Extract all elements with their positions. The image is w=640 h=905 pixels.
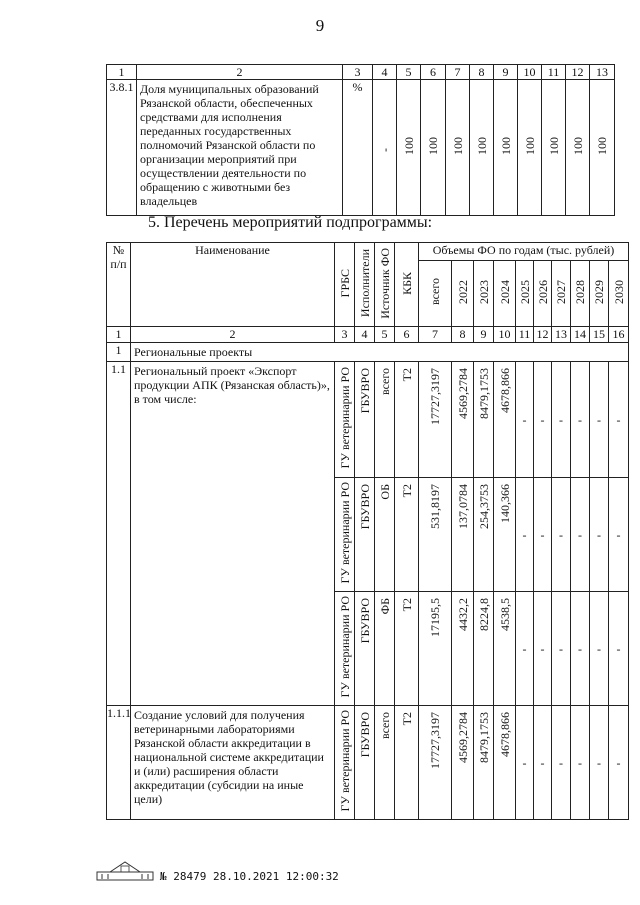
column-number: 1 — [107, 327, 131, 343]
indicator-value: 100 — [421, 80, 446, 216]
measure-name: Региональный проект «Экспорт продукции АПК (Рязанская область)», в том числе: — [131, 362, 335, 706]
measure-kbk: Т2 — [395, 592, 419, 706]
header-executors: Исполнители — [355, 243, 375, 327]
header-year: 2030 — [609, 261, 629, 327]
header-year: 2027 — [552, 261, 571, 327]
measure-2029: - — [590, 706, 609, 820]
column-number: 13 — [552, 327, 571, 343]
measure-2030: - — [609, 478, 629, 592]
measure-2028: - — [571, 592, 590, 706]
indicator-base: - — [373, 80, 397, 216]
measure-2030: - — [609, 592, 629, 706]
measure-total: 531,8197 — [419, 478, 452, 592]
measure-grbs: ГУ ветеринарии РО — [335, 592, 355, 706]
column-number: 2 — [131, 327, 335, 343]
measure-source: ФБ — [375, 592, 395, 706]
column-number: 11 — [516, 327, 534, 343]
measure-2025: - — [516, 362, 534, 478]
indicator-header-cell: 2 — [137, 65, 343, 80]
measures-table — [106, 242, 629, 820]
indicator-header-cell: 11 — [542, 65, 566, 80]
measure-2023: 254,3753 — [474, 478, 494, 592]
measure-2029: - — [590, 592, 609, 706]
measure-row — [107, 362, 629, 478]
measure-name: Создание условий для получения ветеринарными лабораториями Рязанской области аккредитации в национальной системе аккредитации и (или) расширения области аккредитации (субсидии на иные цели) — [131, 706, 335, 820]
indicator-header-cell: 8 — [470, 65, 494, 80]
measure-2028: - — [571, 362, 590, 478]
measure-grbs: ГУ ветеринарии РО — [335, 478, 355, 592]
column-number: 15 — [590, 327, 609, 343]
column-number: 6 — [395, 327, 419, 343]
column-number: 5 — [375, 327, 395, 343]
header-year: 2022 — [452, 261, 474, 327]
measure-2024: 140,366 — [494, 478, 516, 592]
measure-2026: - — [534, 592, 552, 706]
measure-total: 17727,3197 — [419, 706, 452, 820]
measure-2027: - — [552, 478, 571, 592]
measure-2022: 137,0784 — [452, 478, 474, 592]
measure-num: 1.1 — [107, 362, 131, 706]
indicator-table-header-row — [107, 65, 615, 80]
measure-2030: - — [609, 706, 629, 820]
column-number: 10 — [494, 327, 516, 343]
section-num: 1 — [107, 343, 131, 362]
header-kbk: КБК — [395, 243, 419, 327]
header-volumes: Объемы ФО по годам (тыс. рублей) — [419, 243, 629, 261]
indicator-value: 100 — [518, 80, 542, 216]
registry-seal-icon — [96, 858, 154, 882]
indicator-value: 100 — [470, 80, 494, 216]
column-number: 3 — [335, 327, 355, 343]
indicator-header-cell: 9 — [494, 65, 518, 80]
measure-kbk: Т2 — [395, 362, 419, 478]
header-num: № п/п — [107, 243, 131, 327]
indicator-name: Доля муниципальных образований Рязанской области, обеспеченных средствами для исполнения переданных государственных полномочий Рязанской области по организации мероприятий при осуществлении деятельности по обращению с животными без владельцев — [137, 80, 343, 216]
indicator-header-cell: 3 — [343, 65, 373, 80]
column-number: 16 — [609, 327, 629, 343]
indicator-header-cell: 1 — [107, 65, 137, 80]
section-name: Региональные проекты — [131, 343, 629, 362]
measure-2023: 8479,1753 — [474, 706, 494, 820]
indicator-value: 100 — [566, 80, 590, 216]
measure-2026: - — [534, 478, 552, 592]
indicator-table — [106, 64, 615, 216]
header-total: всего — [419, 261, 452, 327]
measure-source: всего — [375, 706, 395, 820]
column-number: 8 — [452, 327, 474, 343]
measure-kbk: Т2 — [395, 478, 419, 592]
measure-grbs: ГУ ветеринарии РО — [335, 706, 355, 820]
measure-2026: - — [534, 706, 552, 820]
section-title: 5. Перечень мероприятий подпрограммы: — [148, 214, 433, 231]
header-year: 2025 — [516, 261, 534, 327]
measure-2029: - — [590, 478, 609, 592]
measure-2028: - — [571, 478, 590, 592]
measure-2025: - — [516, 478, 534, 592]
page-number: 9 — [315, 16, 325, 35]
measure-2023: 8224,8 — [474, 592, 494, 706]
column-number: 14 — [571, 327, 590, 343]
indicator-header-cell: 6 — [421, 65, 446, 80]
measure-2024: 4678,866 — [494, 706, 516, 820]
measure-2022: 4569,2784 — [452, 362, 474, 478]
measures-colnum-row — [107, 327, 629, 343]
indicator-value: 100 — [446, 80, 470, 216]
measure-source: ОБ — [375, 478, 395, 592]
measure-2023: 8479,1753 — [474, 362, 494, 478]
column-number: 4 — [355, 327, 375, 343]
measure-total: 17727,3197 — [419, 362, 452, 478]
measure-2029: - — [590, 362, 609, 478]
measure-2024: 4538,5 — [494, 592, 516, 706]
indicator-header-cell: 13 — [590, 65, 615, 80]
indicator-unit: % — [343, 80, 373, 216]
indicator-value: 100 — [494, 80, 518, 216]
registration-stamp: № 28479 28.10.2021 12:00:32 — [160, 870, 339, 883]
header-year: 2023 — [474, 261, 494, 327]
column-number: 7 — [419, 327, 452, 343]
indicator-header-cell: 7 — [446, 65, 470, 80]
indicator-row — [107, 80, 615, 216]
measure-grbs: ГУ ветеринарии РО — [335, 362, 355, 478]
measure-2027: - — [552, 592, 571, 706]
measure-row — [107, 706, 629, 820]
measure-2027: - — [552, 706, 571, 820]
measure-2025: - — [516, 592, 534, 706]
indicator-header-cell: 10 — [518, 65, 542, 80]
measure-total: 17195,5 — [419, 592, 452, 706]
indicator-value: 100 — [590, 80, 615, 216]
measure-kbk: Т2 — [395, 706, 419, 820]
measure-2022: 4569,2784 — [452, 706, 474, 820]
measure-exec: ГБУВРО — [355, 706, 375, 820]
measure-2028: - — [571, 706, 590, 820]
measure-2022: 4432,2 — [452, 592, 474, 706]
header-grbs: ГРБС — [335, 243, 355, 327]
header-year: 2026 — [534, 261, 552, 327]
measure-num: 1.1.1 — [107, 706, 131, 820]
measure-2026: - — [534, 362, 552, 478]
measure-exec: ГБУВРО — [355, 592, 375, 706]
header-name: Наименование — [131, 243, 335, 327]
indicator-num: 3.8.1 — [107, 80, 137, 216]
measure-2024: 4678,866 — [494, 362, 516, 478]
measure-exec: ГБУВРО — [355, 362, 375, 478]
section-row — [107, 343, 629, 362]
header-year: 2029 — [590, 261, 609, 327]
indicator-value: 100 — [542, 80, 566, 216]
indicator-header-cell: 12 — [566, 65, 590, 80]
column-number: 9 — [474, 327, 494, 343]
header-year: 2024 — [494, 261, 516, 327]
indicator-header-cell: 5 — [397, 65, 421, 80]
measure-2025: - — [516, 706, 534, 820]
indicator-value: 100 — [397, 80, 421, 216]
measure-source: всего — [375, 362, 395, 478]
measure-exec: ГБУВРО — [355, 478, 375, 592]
measures-header-row-1 — [107, 243, 629, 261]
indicator-header-cell: 4 — [373, 65, 397, 80]
measure-2027: - — [552, 362, 571, 478]
measure-2030: - — [609, 362, 629, 478]
header-year: 2028 — [571, 261, 590, 327]
header-source: Источник ФО — [375, 243, 395, 327]
column-number: 12 — [534, 327, 552, 343]
